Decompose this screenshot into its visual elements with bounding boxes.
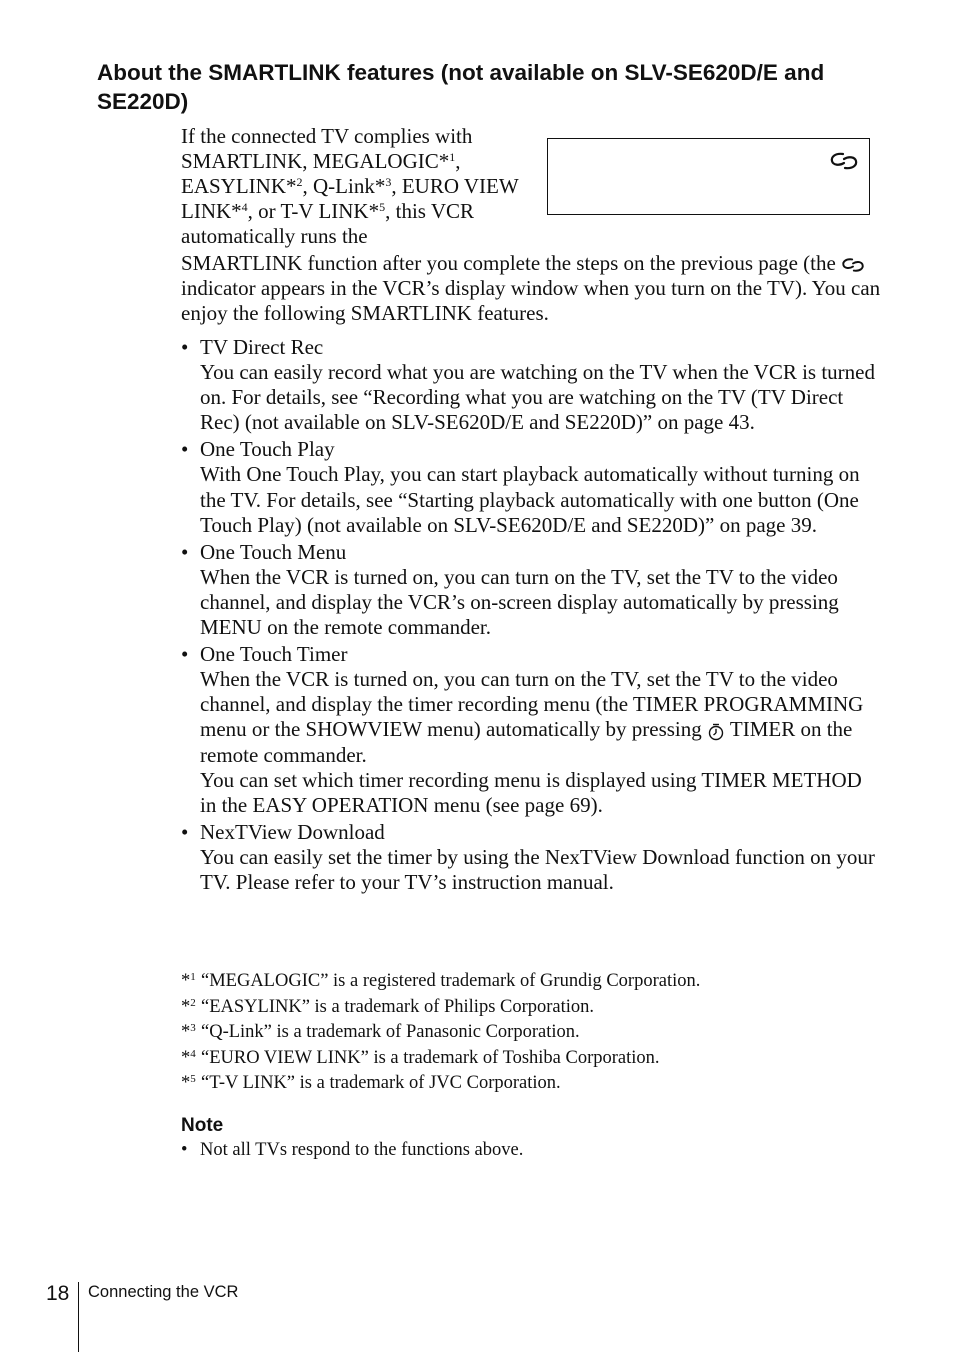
footnote-text: “T-V LINK” is a trademark of JVC Corporation. — [201, 1073, 561, 1093]
feature-description: You can set which timer recording menu is displayed using TIMER METHOD in the EASY OPERATION menu (see page 69). — [200, 767, 862, 817]
footnote-text: “EURO VIEW LINK” is a trademark of Toshiba Corporation. — [201, 1047, 660, 1068]
intro-text: , or T-V LINK* — [247, 199, 380, 224]
feature-title: TV Direct Rec — [200, 335, 324, 359]
footnote — [181, 995, 881, 1021]
vcr-display-window-illustration — [547, 138, 870, 215]
footnote-mark: *$^2$ — [181, 996, 196, 1017]
list-item — [181, 820, 881, 895]
intro-text: If the connected TV complies with SMARTLINK, MEGALOGIC* — [181, 124, 473, 174]
feature-description: You can easily record what you are watching on the TV when the VCR is turned on. For details, see “Recording what you are watching on the TV (TV Direct Rec) (not available on SLV-SE620D/E and SE220D)” on page 43. — [200, 360, 875, 435]
intro-paragraph-bottom — [181, 251, 881, 326]
list-item — [181, 335, 881, 435]
footnote-text: “EASYLINK” is a trademark of Philips Corporation. — [201, 996, 595, 1017]
bullet: • — [181, 437, 189, 462]
intro-text: , Q-Link* — [302, 174, 386, 199]
intro-text: , this VCR automatically runs the — [181, 199, 475, 249]
footnote — [181, 1046, 881, 1072]
section-heading: About the SMARTLINK features (not available on SLV-SE620D/E and SE220D) — [97, 60, 825, 114]
footer-divider — [78, 1282, 79, 1352]
footnotes — [181, 969, 881, 1097]
feature-title: One Touch Play — [200, 437, 335, 462]
page-number: 18 — [46, 1282, 70, 1305]
footnote-mark: *$^3$ — [181, 1022, 196, 1042]
list-item — [181, 642, 881, 818]
feature-title: One Touch Timer — [200, 642, 348, 667]
intro-text: indicator appears in the VCR’s display window when you turn on the TV). You can enjoy the following SMARTLINK features. — [181, 276, 881, 326]
note-text: Not all TVs respond to the functions above. — [200, 1140, 524, 1160]
list-item — [181, 437, 881, 537]
footnote-ref: 1 — [449, 150, 456, 165]
smartlink-indicator-icon — [829, 151, 859, 171]
intro-paragraph-top — [181, 124, 531, 249]
bullet: • — [181, 819, 189, 844]
footnote-text: “MEGALOGIC” is a registered trademark of Grundig Corporation. — [201, 971, 701, 991]
intro-text: , EASYLINK* — [181, 149, 461, 199]
feature-title: One Touch Menu — [200, 539, 347, 564]
footnote-text: “Q-Link” is a trademark of Panasonic Corporation. — [201, 1022, 580, 1042]
feature-title: NexTView Download — [200, 819, 385, 844]
note-heading: Note — [181, 1115, 224, 1136]
footnote-ref: 3 — [385, 175, 392, 190]
clock-icon — [707, 723, 725, 741]
intro-text: SMARTLINK function after you complete the steps on the previous page (the — [181, 251, 836, 275]
footnote — [181, 969, 881, 995]
feature-text: TIMER on the remote commander. — [200, 717, 853, 767]
footnote-ref: 2 — [296, 175, 303, 190]
footnote-mark: *$^4$ — [181, 1047, 196, 1068]
footnote — [181, 1020, 881, 1046]
smartlink-indicator-icon — [841, 257, 865, 273]
list-item — [181, 540, 881, 640]
footer-section-label: Connecting the VCR — [88, 1283, 239, 1301]
note-item — [181, 1140, 523, 1161]
intro-text: , EURO VIEW LINK* — [181, 174, 519, 224]
feature-description: You can easily set the timer by using the NexTView Download function on your TV. Please refer to your TV’s instruction manual. — [200, 844, 875, 894]
bullet: • — [181, 1140, 188, 1160]
bullet: • — [181, 539, 189, 564]
footnote-ref: 4 — [241, 200, 248, 215]
bullet: • — [181, 335, 189, 359]
feature-description — [200, 667, 881, 767]
feature-description: When the VCR is turned on, you can turn on the TV, set the TV to the video channel, and display the VCR’s on-screen display automatically by pressing MENU on the remote commander. — [200, 564, 839, 640]
footnote-ref: 5 — [379, 200, 386, 215]
footnote-mark: *$^5$ — [181, 1073, 196, 1093]
feature-description: With One Touch Play, you can start playback automatically without turning on the TV. For details, see “Starting playback automatically with one button (One Touch Play) (not available on SLV-SE620D/E and SE220D)” on page 39. — [200, 462, 860, 537]
footnote-mark: *$^1$ — [181, 971, 196, 991]
footnote — [181, 1071, 881, 1097]
feature-list — [181, 335, 881, 897]
feature-text: When the VCR is turned on, you can turn on the TV, set the TV to the video channel, and display the timer recording menu (the TIMER PROGRAMMING menu or the SHOWVIEW menu) automatically by pressing — [200, 667, 864, 742]
bullet: • — [181, 642, 189, 667]
